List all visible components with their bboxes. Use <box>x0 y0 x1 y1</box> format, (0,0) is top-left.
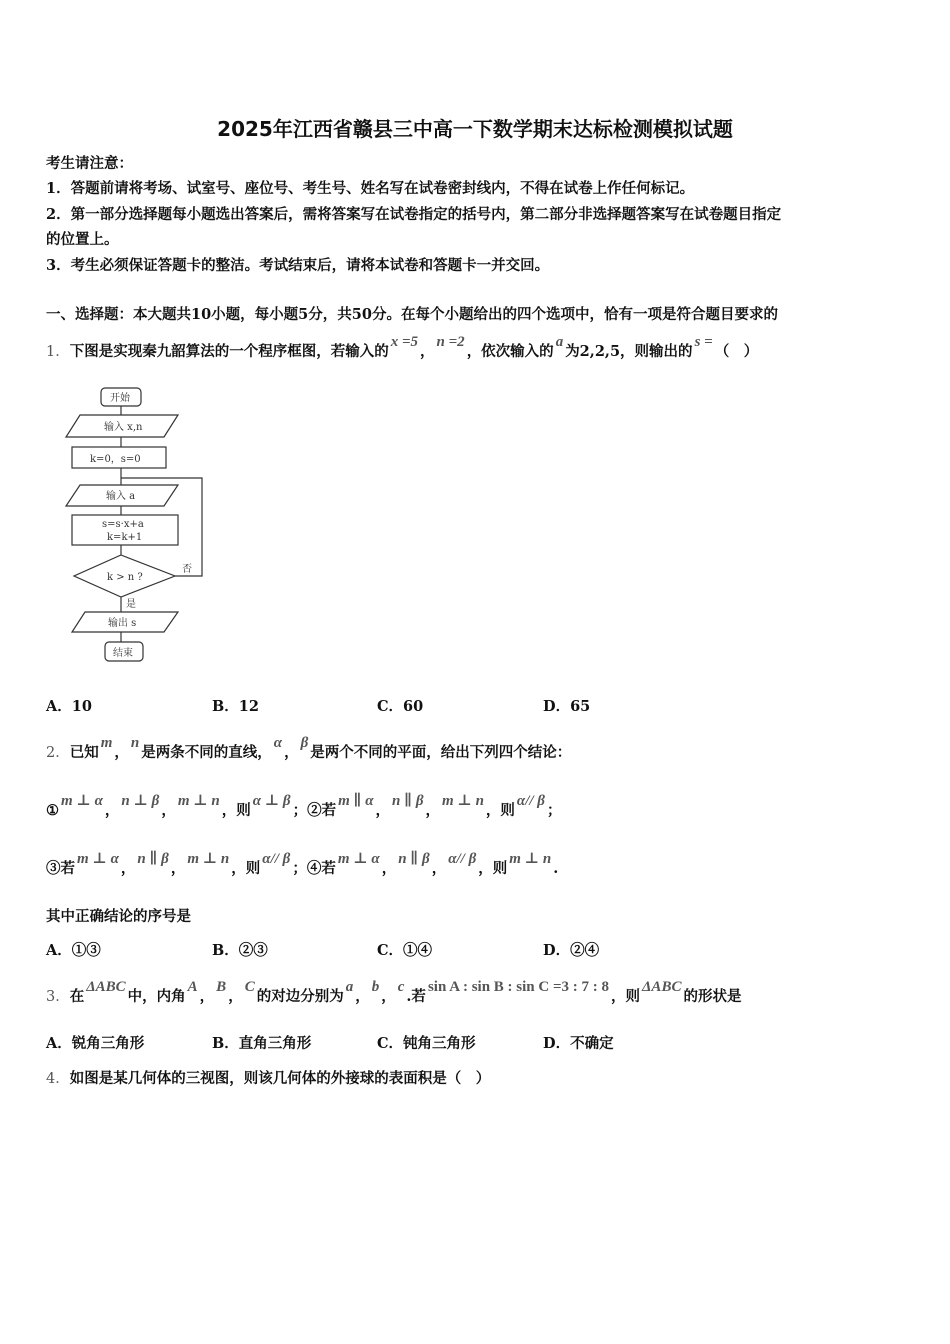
q3-text: ，则 <box>611 988 641 1005</box>
separator: ； <box>547 802 562 819</box>
q2-statements-1-2 <box>46 793 562 820</box>
q3-text: .若 <box>406 988 426 1005</box>
page-title: 2025年江西省赣县三中高一下数学期末达标检测模拟试题 <box>217 117 733 141</box>
math-m: m <box>100 735 113 751</box>
math-alpha: α <box>273 735 283 751</box>
math-b: b <box>371 979 380 995</box>
notice-item-2-cont: 的位置上。 <box>46 231 119 248</box>
separator: ， <box>104 802 120 819</box>
option-c[interactable]: C．①④ <box>377 942 433 959</box>
separator: ， <box>425 802 440 819</box>
option-d[interactable]: D．不确定 <box>543 1035 614 1052</box>
math-expr: α ⊥ β <box>252 793 291 809</box>
math-expr: α// β <box>516 793 545 809</box>
q1-text: 为2,2,5，则输出的 <box>565 343 693 360</box>
separator: ，则 <box>231 860 261 877</box>
math-beta: β <box>300 735 309 751</box>
q3-text: 在 <box>69 988 85 1005</box>
option-a[interactable]: A．锐角三角形 <box>46 1035 145 1052</box>
statement-label: ③若 <box>46 860 75 877</box>
option-b[interactable]: B．②③ <box>212 942 268 959</box>
flowchart-diagram <box>60 382 220 672</box>
flowchart-yes-label: 是 <box>126 599 136 610</box>
math-expr: n ⊥ β <box>121 793 160 809</box>
separator: ， <box>170 860 186 877</box>
q2-text: 已知 <box>69 744 99 761</box>
math-A: A <box>187 979 198 995</box>
q2-text: ， <box>114 744 129 761</box>
q2-statements-3-4 <box>46 851 559 878</box>
math-expr: m ∥ α <box>338 793 374 809</box>
q2-text: 是两个不同的平面，给出下列四个结论： <box>310 744 572 761</box>
q3-text: ， <box>381 988 396 1005</box>
separator: ， <box>161 802 176 819</box>
option-c[interactable]: C．60 <box>377 698 424 715</box>
math-sine-ratio: sin A : sin B : sin C =3 : 7 : 8 <box>427 979 610 995</box>
math-a: a <box>555 334 564 350</box>
flowchart-init: k=0，s=0 <box>90 454 141 465</box>
statement-label: ① <box>46 802 59 819</box>
flowchart-end: 结束 <box>113 648 133 659</box>
math-triangle: ΔABC <box>642 979 682 995</box>
separator: ；②若 <box>292 802 337 819</box>
math-expr: m ⊥ α <box>77 851 119 867</box>
math-n: n <box>130 735 140 751</box>
math-c: c <box>397 979 405 995</box>
question-3 <box>46 979 742 1006</box>
option-d[interactable]: D．②④ <box>543 942 600 959</box>
notice-item-3: 3．考生必须保证答题卡的整洁。考试结束后，请将本试卷和答题卡一并交回。 <box>46 257 550 274</box>
question-1 <box>46 334 759 361</box>
separator: ，则 <box>221 802 251 819</box>
math-expr: m ⊥ n <box>187 851 230 867</box>
flowchart-start: 开始 <box>110 393 130 404</box>
math-expr: α// β <box>448 851 477 867</box>
question-number: 3． <box>46 989 70 1005</box>
separator: ， <box>381 860 397 877</box>
question-2 <box>46 735 572 762</box>
math-expr: n ∥ β <box>137 851 169 867</box>
math-a: a <box>345 979 354 995</box>
question-number: 2． <box>46 745 70 761</box>
option-a[interactable]: A．①③ <box>46 942 101 959</box>
math-expr: m ⊥ α <box>337 851 380 867</box>
notice-heading: 考生请注意： <box>46 155 133 172</box>
math-triangle: ΔABC <box>86 979 126 995</box>
question-4 <box>46 1067 490 1088</box>
option-b[interactable]: B．直角三角形 <box>212 1035 312 1052</box>
math-expr: m ⊥ n <box>442 793 484 809</box>
math-s: s = <box>694 334 713 350</box>
q1-text: ， <box>420 343 435 360</box>
math-expr: m ⊥ α <box>61 793 103 809</box>
flowchart-update-k: k=k+1 <box>107 532 143 543</box>
separator: ， <box>120 860 136 877</box>
math-x: x =5 <box>390 334 419 350</box>
option-c[interactable]: C．钝角三角形 <box>377 1035 476 1052</box>
math-expr: α// β <box>262 851 291 867</box>
separator: ，则 <box>478 860 508 877</box>
flowchart-update-s: s=s·x+a <box>102 519 144 530</box>
q2-text: 是两条不同的直线， <box>141 744 272 761</box>
separator: ，则 <box>485 802 515 819</box>
q3-text: ， <box>228 988 243 1005</box>
q3-text: 的形状是 <box>683 988 742 1005</box>
q1-text: 下图是实现秦九韶算法的一个程序框图，若输入的 <box>69 343 389 360</box>
separator: ， <box>431 860 447 877</box>
notice-item-1: 1．答题前请将考场、试室号、座位号、考生号、姓名写在试卷密封线内，不得在试卷上作任何标记。 <box>46 180 695 197</box>
math-C: C <box>244 979 255 995</box>
math-expr: n ∥ β <box>392 793 424 809</box>
flowchart-output: 输出 s <box>108 618 137 629</box>
math-expr: m ⊥ n <box>177 793 220 809</box>
question-number: 1． <box>46 344 70 360</box>
option-d[interactable]: D．65 <box>543 698 591 715</box>
math-expr: n ∥ β <box>398 851 430 867</box>
flowchart-no-label: 否 <box>182 564 192 575</box>
math-B: B <box>216 979 227 995</box>
q2-prompt: 其中正确结论的序号是 <box>46 908 191 925</box>
separator: ， <box>375 802 391 819</box>
option-a[interactable]: A．10 <box>46 698 92 715</box>
q4-text: 如图是某几何体的三视图，则该几何体的外接球的表面积是（ ） <box>69 1070 491 1087</box>
q3-text: 的对边分别为 <box>256 988 344 1005</box>
math-n: n =2 <box>436 334 465 350</box>
separator: . <box>553 860 559 877</box>
answer-blank: （ ） <box>714 343 759 360</box>
option-b[interactable]: B．12 <box>212 698 259 715</box>
notice-item-2: 2．第一部分选择题每小题选出答案后，需将答案写在试卷指定的括号内，第二部分非选择题答案写在试卷题目指定 <box>46 206 782 223</box>
q1-text: ，依次输入的 <box>466 343 554 360</box>
separator: ；④若 <box>292 860 336 877</box>
q2-text: ， <box>284 744 299 761</box>
q3-text: ， <box>355 988 370 1005</box>
flowchart-input-a: 输入 a <box>106 491 136 502</box>
q3-text: 中，内角 <box>127 988 186 1005</box>
section-heading: 一、选择题：本大题共10小题，每小题5分，共50分。在每个小题给出的四个选项中，恰有一项是符合题目要求的 <box>46 306 778 323</box>
flowchart-input-xn: 输入 x,n <box>104 422 143 433</box>
q3-text: ， <box>199 988 215 1005</box>
flowchart-decision: k > n ? <box>107 572 143 583</box>
question-number: 4． <box>46 1071 70 1087</box>
math-expr: m ⊥ n <box>509 851 552 867</box>
